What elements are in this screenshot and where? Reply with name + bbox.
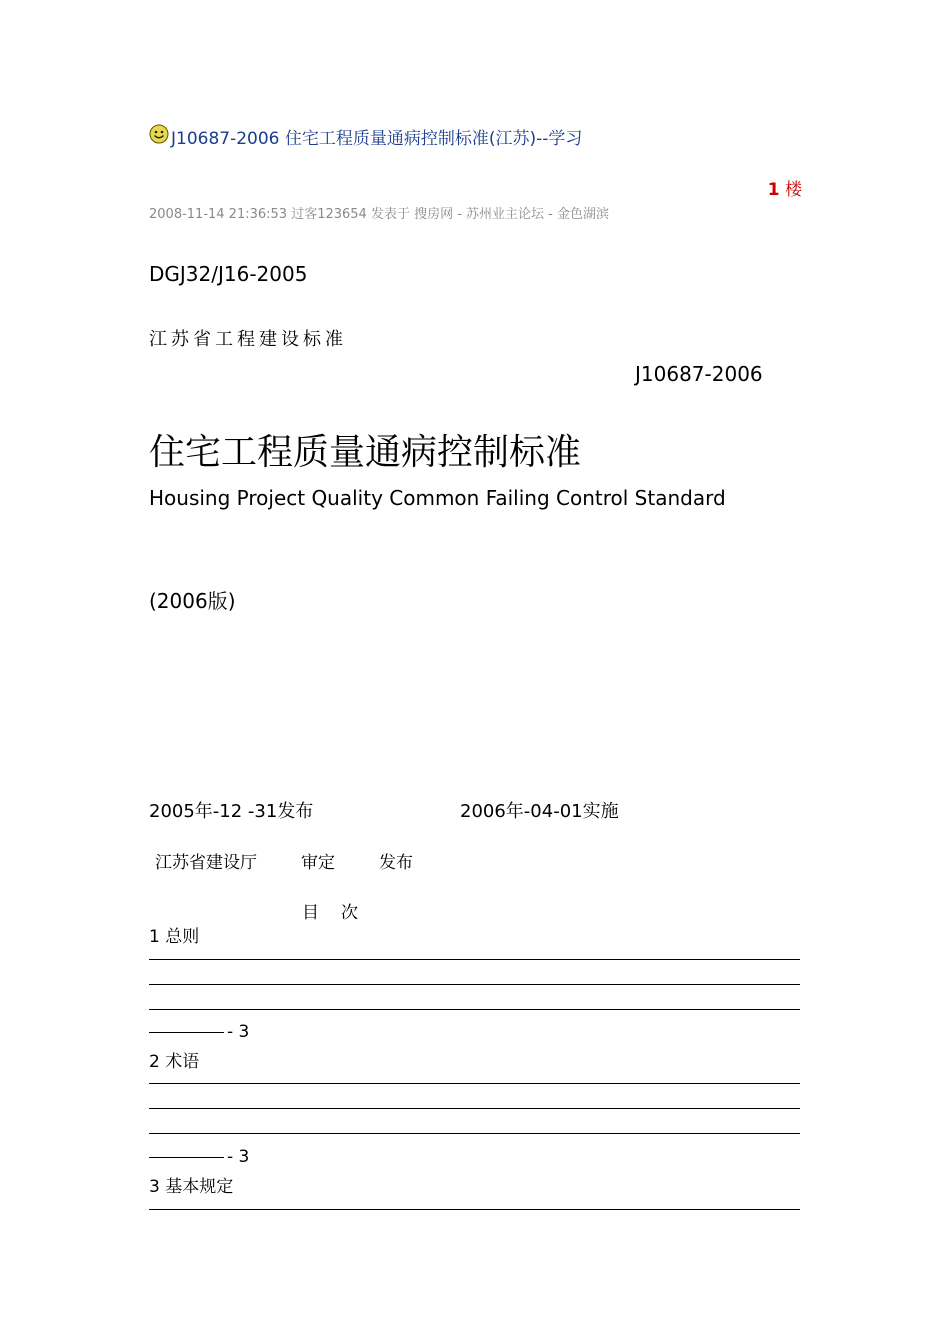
toc-heading-1: 目: [302, 903, 319, 923]
issuer-review: 审定: [301, 853, 335, 873]
issuer-line: [155, 848, 457, 873]
registration-number: J10687-2006: [635, 362, 763, 386]
post-title-text[interactable]: J10687-2006 住宅工程质量通病控制标准(江苏)--学习: [171, 129, 583, 149]
floor-label: 楼: [785, 180, 802, 200]
toc-heading: [302, 898, 380, 923]
toc-page-number: - 3: [227, 1147, 250, 1167]
post-meta: 2008-11-14 21:36:53 过客123654 发表于 搜房网 - 苏州业主论坛 - 金色湖滨: [149, 207, 610, 222]
document-title-en: Housing Project Quality Common Failing Control Standard: [149, 486, 726, 510]
smiley-icon: [149, 124, 169, 144]
toc-leader-line: [149, 984, 800, 985]
toc-page-number: - 3: [227, 1022, 250, 1042]
toc-leader-line: [149, 1009, 800, 1010]
toc-entry-page: [149, 1022, 249, 1042]
floor-number-value: 1: [767, 180, 780, 200]
toc-leader-short: [149, 1157, 224, 1158]
toc-heading-2: 次: [341, 903, 358, 923]
floor-number: [768, 175, 802, 200]
effective-date: 2006年-04-01实施: [460, 801, 619, 822]
document-title: 住宅工程质量通病控制标准: [149, 432, 582, 473]
toc-leader-line: [149, 959, 800, 960]
toc-leader-line: [149, 1083, 800, 1084]
post-title-link[interactable]: [149, 124, 582, 149]
issuer-name: 江苏省建设厅: [155, 853, 257, 873]
toc-entry-label: 1 总则: [149, 927, 200, 947]
toc-leader-line: [149, 1209, 800, 1210]
issue-date: 2005年-12 -31发布: [149, 801, 314, 822]
toc-leader-line: [149, 1108, 800, 1109]
issuer-publish: 发布: [379, 853, 413, 873]
toc-entry-label: 2 术语: [149, 1052, 200, 1072]
standard-code: DGJ32/J16-2005: [149, 262, 308, 286]
toc-entry-label: 3 基本规定: [149, 1177, 234, 1197]
standard-org: 江苏省工程建设标准: [149, 329, 347, 350]
edition: (2006版): [149, 589, 236, 613]
toc-entry-page: [149, 1147, 249, 1167]
toc-leader-short: [149, 1032, 224, 1033]
toc-leader-line: [149, 1133, 800, 1134]
